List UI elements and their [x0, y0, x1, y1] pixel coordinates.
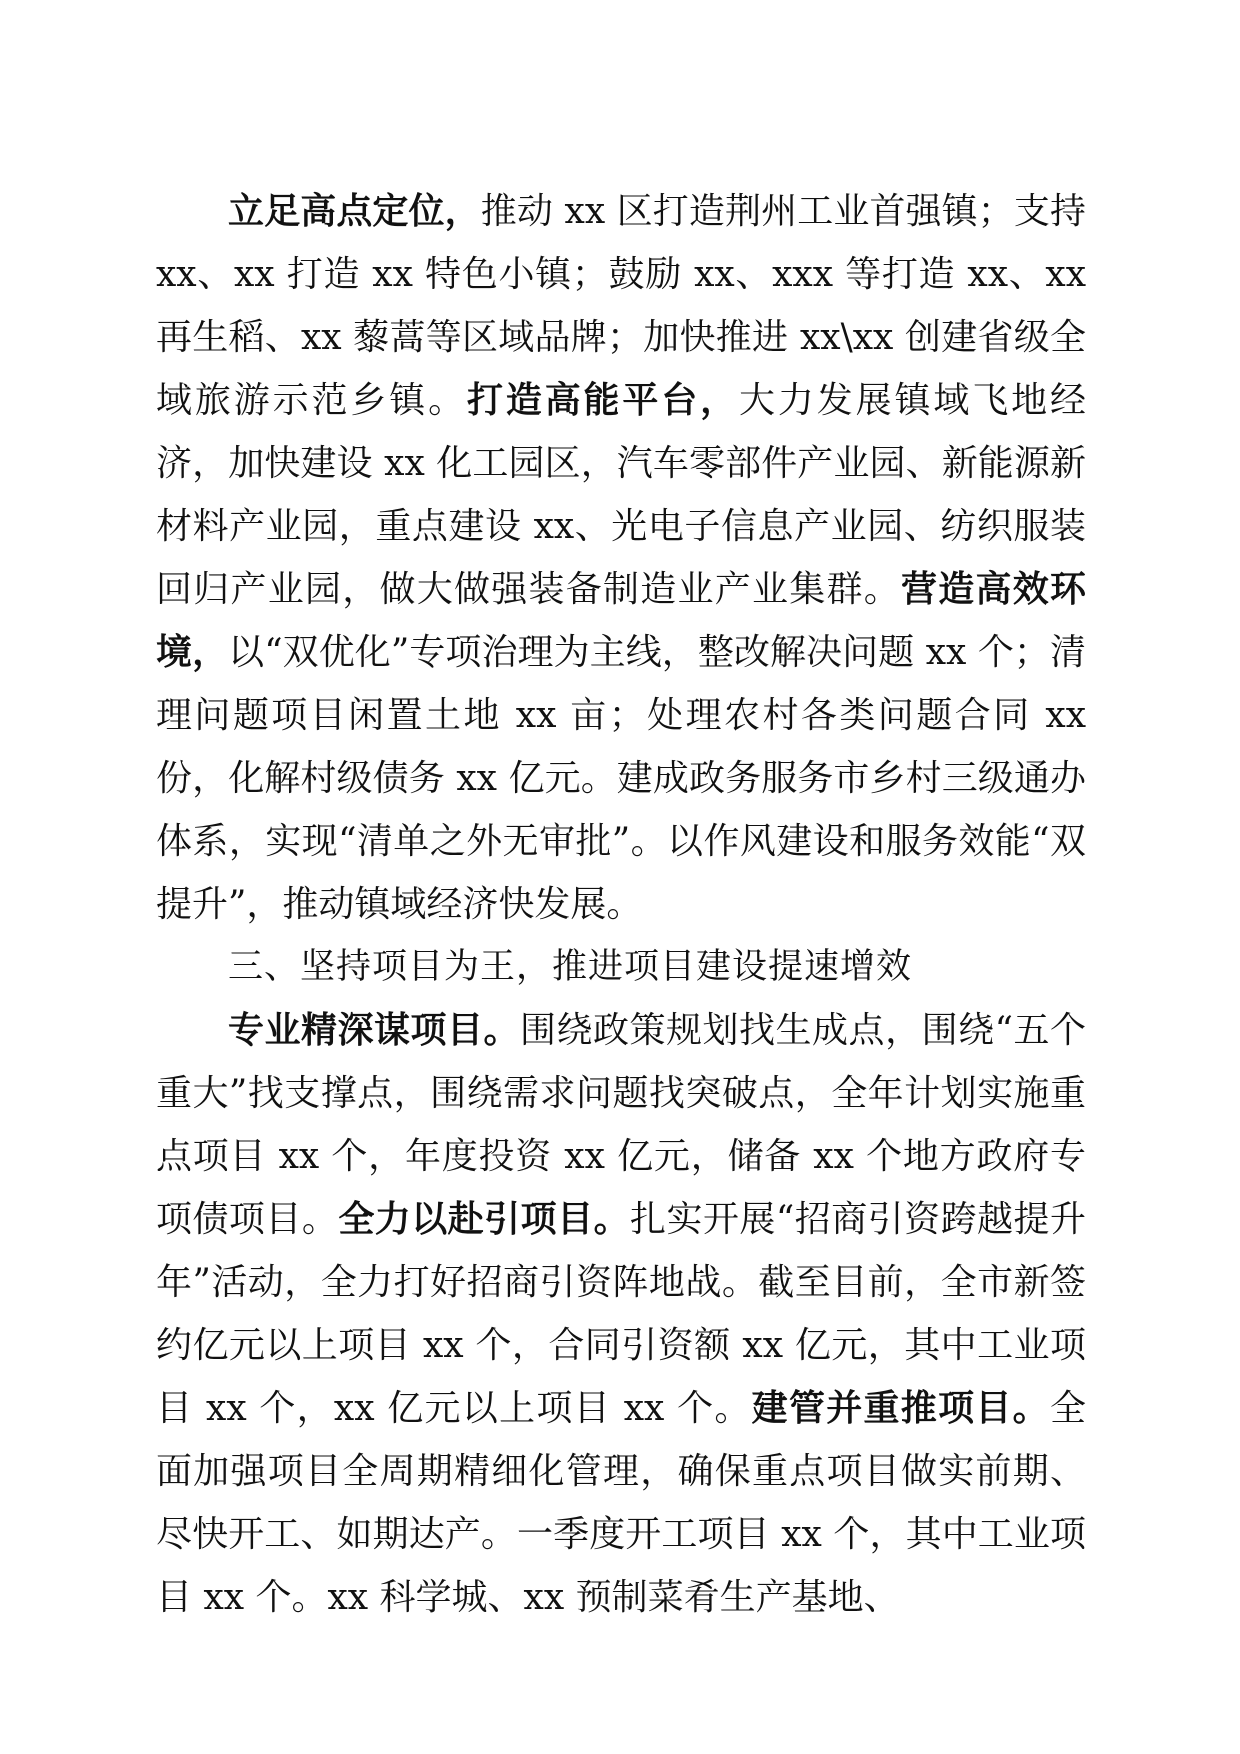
section-heading-3: 三、坚持项目为王，推进项目建设提速增效	[228, 947, 913, 987]
paragraph-text: 扎实开展“招商引资跨越提升年”活动，全力打好招商引资阵地战。截至目前，全市新签约亿元以上项目 xx 个，合同引资额 xx 亿元，其中工业项目 xx 个，xx 亿元以上项目 xx 个。	[156, 1199, 1086, 1429]
document-body	[156, 180, 1086, 1629]
key-point-efficient-environment: 营造高效环境，	[156, 569, 1086, 673]
paragraph-town-economy	[156, 180, 1086, 936]
key-point-plan-projects: 专业精深谋项目。	[228, 1010, 521, 1051]
key-point-high-energy-platform: 打造高能平台，	[466, 380, 740, 421]
paragraph-text: 全面加强项目全周期精细化管理，确保重点项目做实前期、尽快开工、如期达产。一季度开工项目 xx 个，其中工业项目 xx 个。xx 科学城、xx 预制菜肴生产基地、	[156, 1388, 1086, 1618]
key-point-attract-projects: 全力以赴引项目。	[338, 1199, 631, 1240]
paragraph-text: 以“双优化”专项治理为主线，整改解决问题 xx 个；清理问题项目闲置土地 xx 亩；处理农村各类问题合同 xx 份，化解村级债务 xx 亿元。建成政务服务市乡村三级通办体系，实现“清单之外无审批”。以作风建设和服务效能“双提升”，推动镇域经济快发展。	[156, 632, 1086, 925]
paragraph-text: 大力发展镇域飞地经济，加快建设 xx 化工园区，汽车零部件产业园、新能源新材料产业园，重点建设 xx、光电子信息产业园、纺织服装回归产业园，做大做强装备制造业产业集群。	[156, 380, 1086, 610]
key-point-manage-projects: 建管并重推项目。	[751, 1388, 1050, 1429]
paragraph-projects	[156, 999, 1086, 1629]
key-point-high-positioning: 立足高点定位，	[228, 191, 481, 232]
paragraph-text: 围绕政策规划找生成点，围绕“五个重大”找支撑点，围绕需求问题找突破点，全年计划实施重点项目 xx 个，年度投资 xx 亿元，储备 xx 个地方政府专项债项目。	[156, 1010, 1086, 1240]
paragraph-text: 推动 xx 区打造荆州工业首强镇；支持 xx、xx 打造 xx 特色小镇；鼓励 xx、xxx 等打造 xx、xx 再生稻、xx 藜蒿等区域品牌；加快推进 xx\xx 创建省级全域旅游示范乡镇。	[156, 191, 1086, 421]
